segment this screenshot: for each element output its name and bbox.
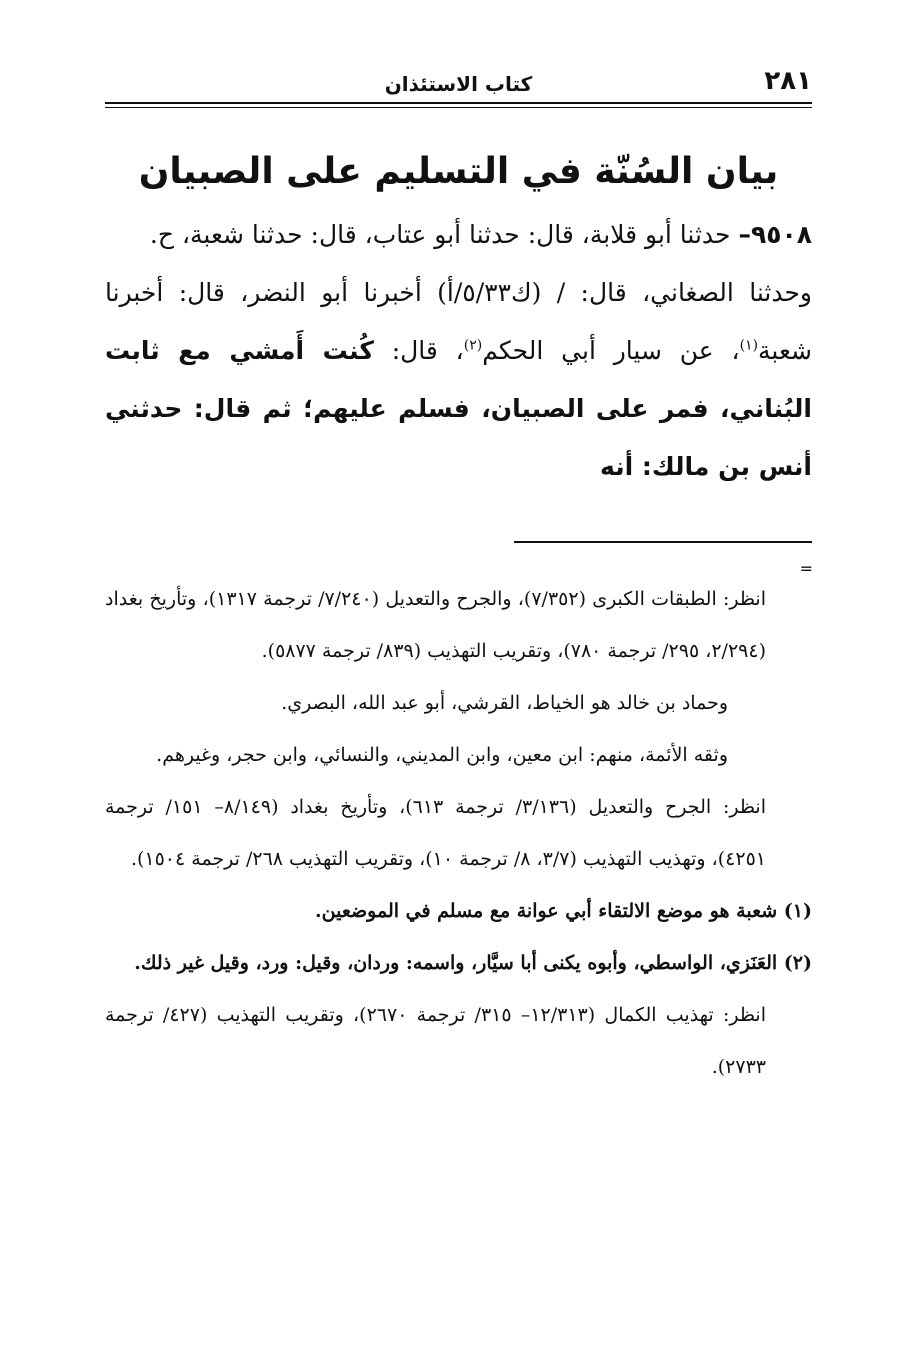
footnote-ref-2: (٢) bbox=[463, 337, 483, 354]
footnote-continued-line: انظر: الطبقات الكبرى (٧/٣٥٢)، والجرح والتعديل (٧/٢٤٠/ ترجمة ١٣١٧)، وتأريخ بغداد (٢/٢٩٤، ٢٩٥/ ترجمة ٧٨٠)، وتقريب التهذيب (٨٣٩/ ترجمة ٥٨٧٧). bbox=[105, 588, 766, 662]
footnote-1: (١) شعبة هو موضع الالتقاء أبي عوانة مع مسلم في الموضعين. bbox=[315, 900, 812, 922]
isnad-text-2b: ، عن سيار أبي الحكم bbox=[482, 336, 740, 365]
footnote-2-reference: انظر: تهذيب الكمال (١٢/٣١٣– ٣١٥/ ترجمة ٢٦٧٠)، وتقريب التهذيب (٤٢٧/ ترجمة ٢٧٣٣). bbox=[105, 1004, 766, 1078]
footnote-continuation-marker: = bbox=[799, 559, 813, 578]
header-rule bbox=[105, 102, 812, 104]
isnad-text-1: حدثنا أبو قلابة، قال: حدثنا أبو عتاب، قال: حدثنا شعبة، ح. bbox=[149, 220, 739, 249]
page-header bbox=[105, 60, 812, 106]
footnote-continued-line: انظر: الجرح والتعديل (٣/١٣٦/ ترجمة ٦١٣)، وتأريخ بغداد (٨/١٤٩– ١٥١/ ترجمة ٤٢٥١)، وتهذيب التهذيب (٣/٧، ٨/ ترجمة ١٠)، وتقريب التهذيب ٢٦٨/ ترجمة ١٥٠٤). bbox=[105, 796, 766, 870]
footnote-continued-line: وحماد بن خالد هو الخياط، القرشي، أبو عبد الله، البصري. bbox=[281, 692, 728, 714]
hadith-isnad-1 bbox=[105, 206, 812, 264]
hadith-isnad-2 bbox=[105, 264, 812, 496]
chapter-title: بيان السُنّة في التسليم على الصبيان bbox=[138, 151, 779, 192]
footnote-ref-1: (١) bbox=[739, 337, 759, 354]
main-text bbox=[105, 206, 812, 496]
header-rule-thin bbox=[105, 107, 812, 108]
isnad-text-2c: ، قال: bbox=[373, 336, 464, 365]
page-number: ٢٨١ bbox=[764, 66, 812, 96]
footnote-continued-line: وثقه الأئمة، منهم: ابن معين، وابن المديني، والنسائي، وابن حجر، وغيرهم. bbox=[156, 744, 728, 766]
footnotes bbox=[105, 573, 812, 1093]
hadith-number: ٩٥٠٨– bbox=[738, 220, 812, 249]
footnote-2: (٢) العَنَزي، الواسطي، وأبوه يكنى أبا سيَّار، واسمه: وردان، وقيل: ورد، وقيل غير ذلك. bbox=[134, 952, 812, 974]
hadith-matn: كُنت أَمشي مع ثابت البُناني، فمر على الصبيان، فسلم عليهم؛ ثم قال: حدثني أنس بن مالك: أنه bbox=[105, 336, 812, 481]
isnad-text-2a: وحدثنا الصغاني، قال: / (ك٥/٣٣/أ) أخبرنا أبو النضر، قال: أخبرنا شعبة bbox=[105, 278, 813, 365]
footnote-separator bbox=[514, 541, 812, 543]
running-title: كتاب الاستئذان bbox=[384, 72, 533, 96]
